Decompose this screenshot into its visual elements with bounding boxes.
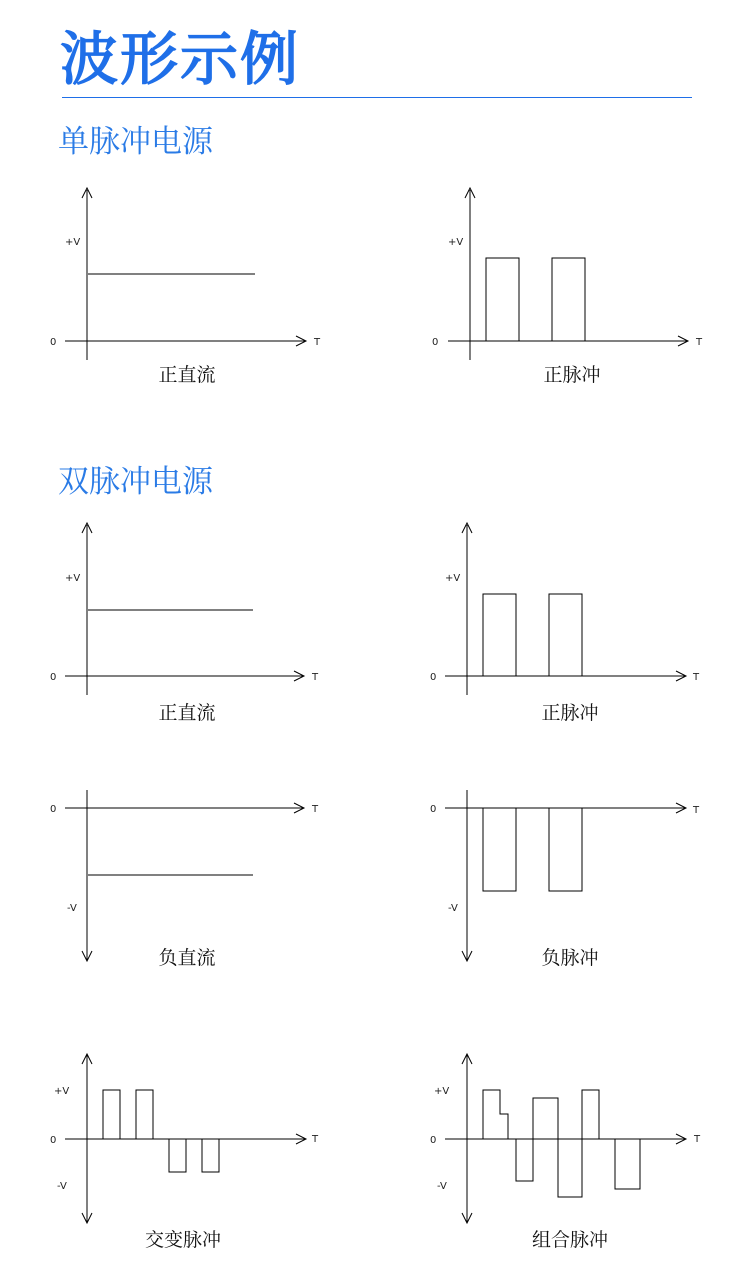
waveform-diagram-alternating-pulse <box>40 1050 340 1240</box>
time-label: T <box>314 337 321 348</box>
waveform-diagram-combined-pulse <box>420 1050 720 1240</box>
neg-pulse-2 <box>615 1139 640 1189</box>
time-label: T <box>312 804 319 815</box>
pos-voltage-label: +V <box>65 573 81 584</box>
zero-label: 0 <box>432 337 439 348</box>
pos-voltage-label: +V <box>54 1086 70 1097</box>
zero-label: 0 <box>430 672 437 683</box>
waveform-diagram-single-dc <box>40 180 340 370</box>
neg-voltage-label: -V <box>57 1181 67 1192</box>
pulse-1 <box>483 594 516 676</box>
neg-pulse-1 <box>516 1139 533 1181</box>
neg-pulse-deep <box>558 1139 582 1197</box>
neg-voltage-label: -V <box>437 1181 447 1192</box>
waveform-diagram-double-dc <box>40 515 340 705</box>
caption-single-dc: 正直流 <box>158 364 216 386</box>
page-title: 波形示例 <box>60 25 301 93</box>
time-label: T <box>312 672 319 683</box>
pos-voltage-label: +V <box>445 573 461 584</box>
caption-alternating-pulse: 交变脉冲 <box>144 1229 221 1251</box>
zero-label: 0 <box>50 672 57 683</box>
pulse-2 <box>549 594 582 676</box>
caption-double-pulse: 正脉冲 <box>541 702 599 724</box>
zero-label: 0 <box>430 804 437 815</box>
zero-label: 0 <box>430 1135 437 1146</box>
pos-pulse-narrow <box>582 1090 599 1139</box>
neg-voltage-label: -V <box>448 903 458 914</box>
pulse-pos-2 <box>136 1090 153 1139</box>
pulse-1 <box>483 808 516 891</box>
caption-negative-dc: 负直流 <box>158 947 216 969</box>
stepped-pulse <box>483 1090 508 1139</box>
pos-voltage-label: +V <box>65 237 81 248</box>
caption-combined-pulse: 组合脉冲 <box>531 1229 608 1251</box>
section-title-double: 双脉冲电源 <box>58 464 213 500</box>
waveform-diagram-single-pulse <box>420 180 720 370</box>
caption-double-dc: 正直流 <box>158 702 216 724</box>
pulse-2 <box>549 808 582 891</box>
pulse-pos-1 <box>103 1090 120 1139</box>
time-label: T <box>693 805 700 816</box>
zero-label: 0 <box>50 804 57 815</box>
time-label: T <box>312 1134 319 1145</box>
pulse-1 <box>486 258 519 341</box>
pos-pulse-wide <box>533 1098 558 1139</box>
pos-voltage-label: +V <box>434 1086 450 1097</box>
pos-voltage-label: +V <box>448 237 464 248</box>
caption-single-pulse: 正脉冲 <box>543 364 601 386</box>
zero-label: 0 <box>50 1135 57 1146</box>
caption-negative-pulse: 负脉冲 <box>541 947 599 969</box>
pulse-neg-2 <box>202 1139 219 1172</box>
neg-voltage-label: -V <box>67 903 77 914</box>
time-label: T <box>694 1134 701 1145</box>
time-label: T <box>696 337 703 348</box>
pulse-2 <box>552 258 585 341</box>
waveform-diagram-double-pulse <box>420 515 720 705</box>
pulse-neg-1 <box>169 1139 186 1172</box>
zero-label: 0 <box>50 337 57 348</box>
section-title-single: 单脉冲电源 <box>58 124 213 160</box>
title-divider <box>62 97 692 98</box>
time-label: T <box>693 672 700 683</box>
